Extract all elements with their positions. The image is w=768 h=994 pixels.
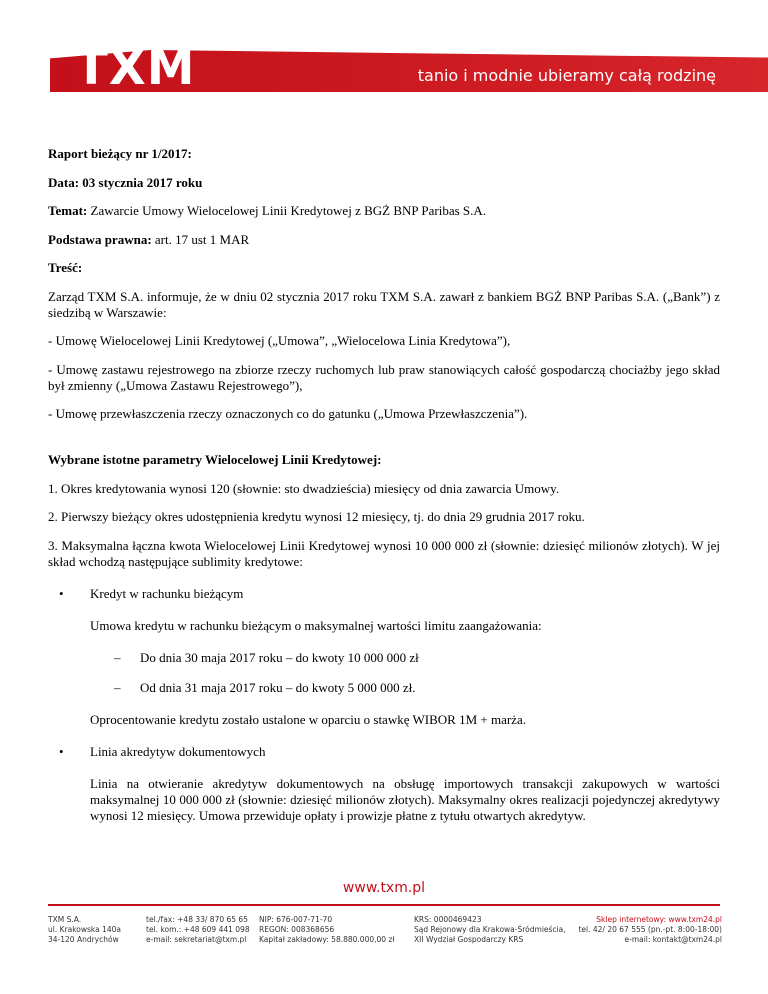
footer-line-text: e-mail: sekretariat@txm.pl [146,935,247,944]
header-banner [0,40,768,96]
legal-basis-label: Podstawa prawna: [48,231,152,247]
content-label: Treść: [48,260,83,275]
sublimit-title: Linia akredytyw dokumentowych [90,743,266,759]
agreement-item: - Umowę Wielocelowej Linii Kredytowej („Umowa”, „Wielocelowa Linia Kredytowa”), [48,333,511,348]
legal-basis-value: art. 17 ust 1 MAR [151,231,250,247]
footer-online-shop [578,915,722,945]
sublimit-item [48,586,720,602]
footer-line-text: tel. kom.: +48 609 441 098 [146,925,250,934]
intro-paragraph: Zarząd TXM S.A. informuje, że w dniu 02 stycznia 2017 roku TXM S.A. zawarł z bankiem BGŻ BNP Paribas S.A. („Bank”) z siedzibą w Warszawie: [48,288,720,320]
agreement-item: - Umowę zastawu rejestrowego na zbiorze rzeczy ruchomych lub praw stanowiących całość gospodarczą chociażby jego skład był zmienny („Umowa Zastawu Rejestrowego”), [48,361,720,393]
footer-line-text: tel./fax: +48 33/ 870 65 65 [146,915,248,924]
footer-line-text: Sąd Rejonowy dla Krakowa-Śródmieścia, [414,925,566,934]
param-item: 2. Pierwszy bieżący okres udostępnienia kredytu wynosi 12 miesięcy, tj. do dnia 29 grudnia 2017 roku. [48,509,585,524]
sublimit-desc: Umowa kredytu w rachunku bieżącym o maksymalnej wartości limitu zaangażowania: [90,617,542,633]
report-number: Raport bieżący nr 1/2017: [48,146,192,161]
footer-line-text: TXM S.A. [48,915,82,924]
footer-line-text: tel. 42/ 20 67 555 (pn.-pt. 8:00-18:00) [578,925,722,934]
footer-line-text: e-mail: kontakt@txm24.pl [624,935,722,944]
footer-krs [414,915,566,945]
report-subject [48,203,720,219]
txm-logo: TXM [75,40,196,96]
limit-text: Do dnia 30 maja 2017 roku – do kwoty 10 000 000 zł [140,649,419,665]
sublimit-desc: Linia na otwieranie akredytyw dokumentowych na obsługę importowych transakcji zakupowych w wartości maksymalnej 10 000 000 zł (słownie: dziesięć milionów złotych). Maksymalny okres realizacji pojedynczej akredytywy wynosi 12 miesięcy. Umowa przewiduje opłaty i prowizje płatne z tytułu otwartych akredytyw. [90,775,720,823]
footer-line-text: 34-120 Andrychów [48,935,119,944]
footer-line-text: XII Wydział Gospodarczy KRS [414,935,524,944]
footer-company-address [48,915,121,945]
report-date: Data: 03 stycznia 2017 roku [48,174,203,190]
footer-line-text: REGON: 008368656 [259,925,335,934]
footer-line-text: NIP: 676-007-71-70 [259,915,333,924]
footer-registration [259,915,395,945]
limit-item [48,650,720,666]
shop-link[interactable]: www.txm24.pl [668,915,722,924]
footer-website-link[interactable]: www.txm.pl [342,880,426,896]
footer-contact-info [48,915,722,975]
bullet-mark: • [59,743,64,759]
footer-shop-line [578,915,722,925]
tagline: tanio i modnie ubieramy całą rodzinę [417,66,716,85]
limit-text: Od dnia 31 maja 2017 roku – do kwoty 5 000 000 zł. [140,679,416,695]
report-content [48,146,720,836]
footer-line-text: Kapitał zakładowy: 58.880.000,00 zł [259,935,395,944]
dash-mark: – [114,679,121,695]
shop-label: Sklep internetowy: [596,915,669,924]
footer-contacts [146,915,250,945]
sublimit-item [48,744,720,760]
dash-mark: – [114,649,121,665]
agreement-item: - Umowę przewłaszczenia rzeczy oznaczonych co do gatunku („Umowa Przewłaszczenia”). [48,406,528,421]
footer-line-text: ul. Krakowska 140a [48,925,122,934]
footer-line-text: KRS: 0000469423 [414,915,482,924]
limit-item [48,680,720,696]
sublimit-title: Kredyt w rachunku bieżącym [90,585,244,601]
legal-basis [48,232,720,248]
param-item: 1. Okres kredytowania wynosi 120 (słownie: sto dwadzieścia) miesięcy od dnia zawarcia Umowy. [48,480,560,496]
footer-divider [48,904,720,906]
params-heading: Wybrane istotne parametry Wielocelowej Linii Kredytowej: [48,452,382,467]
param-item: 3. Maksymalna łączna kwota Wielocelowej Linii Kredytowej wynosi 10 000 000 zł (słownie: dziesięć milionów złotych). W jej skład wchodzą następujące sublimity kredytowe: [48,537,720,569]
bullet-mark: • [59,585,64,601]
subject-label: Temat: [48,203,88,218]
interest-note: Oprocentowanie kredytu zostało ustalone w oparciu o stawkę WIBOR 1M + marża. [90,711,526,727]
subject-value: Zawarcie Umowy Wielocelowej Linii Kredytowej z BGŻ BNP Paribas S.A. [87,203,487,218]
